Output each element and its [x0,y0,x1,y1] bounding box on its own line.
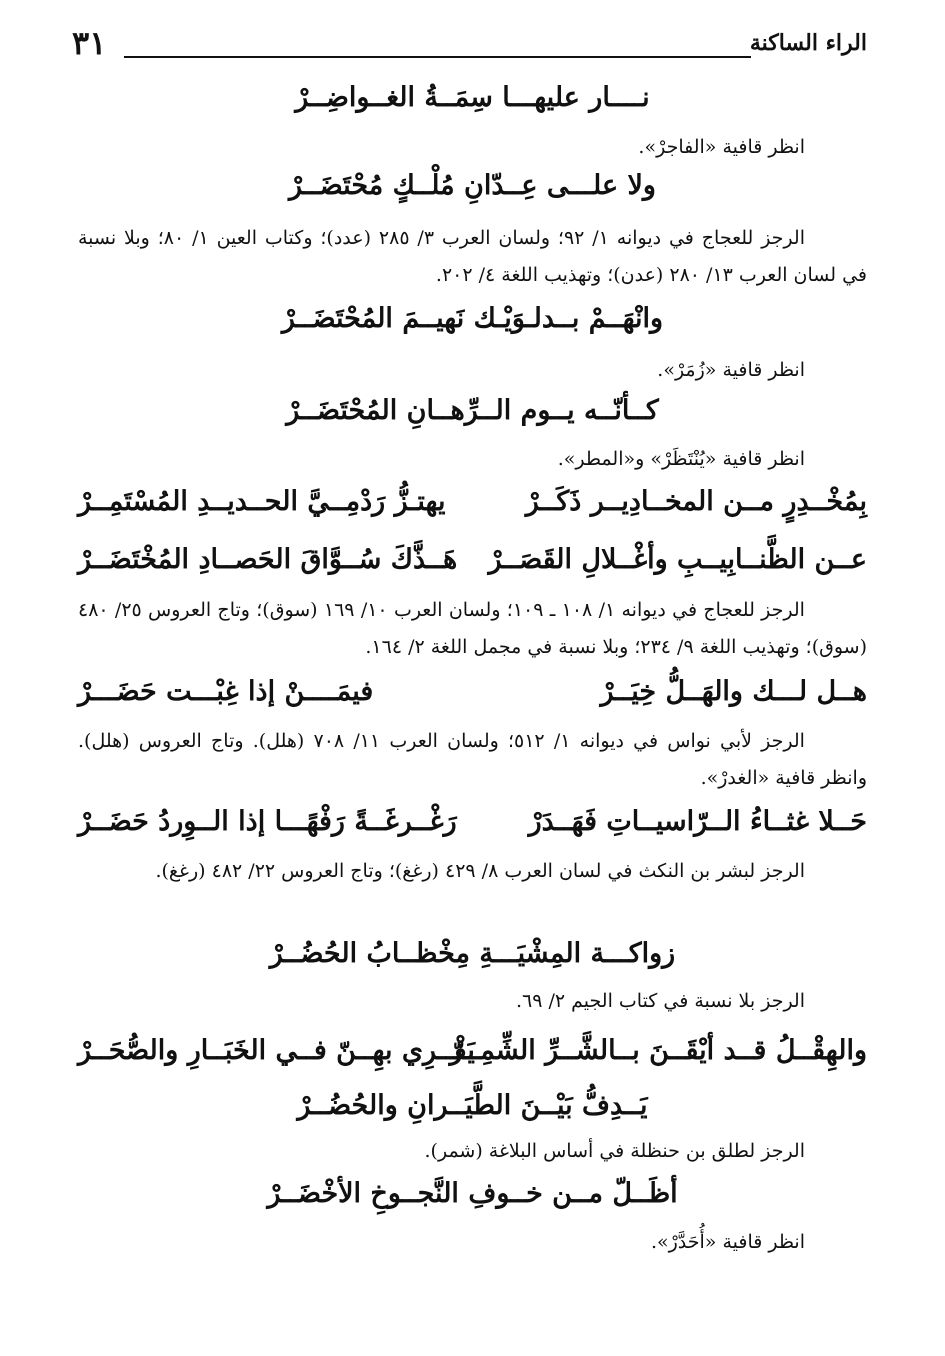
verse-line: نــــار عليهـــا سِمَــةُ الغــواضِــرْ [295,82,650,113]
hemistich-left: يَفْــرِي بهِــنّ فــي الخَبَــارِ والصُّحَــرْ [78,1035,475,1066]
cross-reference-note: انظر قافية «أُحَدَّرْ». [650,1231,805,1253]
source-note: الرجز للعجاج في ديوانه ١/ ٩٢؛ ولسان العرب ٣/ ٢٨٥ (عدد)؛ وكتاب العين ١/ ٨٠؛ وبلا نسبة في لسان العرب ١٣/ ٢٨٠ (عدن)؛ وتهذيب اللغة ٤/ ٢٠٢. [78,227,867,286]
verse-line: ولا علـــى عِــدّانِ مُلْــكٍ مُحْتَضَــرْ [289,170,656,201]
source-note: الرجز لبشر بن النكث في لسان العرب ٨/ ٤٢٩ (رغغ)؛ وتاج العروس ٢٢/ ٤٨٢ (رغغ). [155,860,805,882]
hemistich-right: عــن الظَّنــابِيــبِ وأغْــلالِ القَصَــرْ [488,544,867,575]
header-rule [124,56,751,58]
hemistich-right: بِمُخْــدِرٍ مــن المخــادِيــر ذَكَــرْ [525,486,867,517]
verse-line: زواكـــة المِشْيَـــةِ مِخْظــابُ الحُضُــرْ [269,938,676,969]
hemistich-right: هــل لـــك والهَــلُّ خِيَــرْ [600,676,867,707]
cross-reference-note: انظر قافية «زُمَرْ». [657,359,805,381]
verse-line: يَــدِفُّ بَيْــنَ الطَّيَــرانِ والحُضُــرْ [297,1090,648,1121]
cross-reference-note: انظر قافية «الفاجرْ». [638,136,805,158]
source-note: الرجز لطلق بن حنظلة في أساس البلاغة (شمر). [424,1140,805,1162]
verse-line: أظَــلّ مــن خــوفِ النَّجــوخِ الأخْضَــرْ [267,1178,678,1209]
verse-line: كــأنّــه يــوم الــرِّهــانِ المُحْتَضَــرْ [286,395,659,426]
page-number: ٣١ [72,24,107,62]
page-header [72,24,867,68]
hemistich-right: والهِقْــلُ قــد أيْقَــنَ بــالشَّــرِّ الشِّمِــرّ [449,1035,867,1066]
hemistich-right: حَــلا غثــاءُ الــرّاسيــاتِ فَهَــدَرْ [528,806,867,837]
running-title: الراء الساكنة [749,30,867,56]
source-note: الرجز للعجاج في ديوانه ١/ ١٠٨ ـ ١٠٩؛ ولسان العرب ١٠/ ١٦٩ (سوق)؛ وتاج العروس ٢٥/ ٤٨٠ (سوق)؛ وتهذيب اللغة ٩/ ٢٣٤؛ وبلا نسبة في مجمل اللغة ٢/ ١٦٤. [78,599,867,658]
cross-reference-note: انظر قافية «يُنْتَظَرْ» و«المطر». [557,448,805,470]
verse-line: وانْهَــمْ بــدلـوَيْـك نَهيــمَ المُحْتَضَــرْ [281,303,664,334]
source-note: الرجز بلا نسبة في كتاب الجيم ٢/ ٦٩. [515,990,805,1012]
hemistich-left: رَغْــرغَــةً رَفْهًـــا إذا الــوِردُ حَضَــرْ [78,806,457,837]
source-note: الرجز لأبي نواس في ديوانه ١/ ٥١٢؛ ولسان العرب ١١/ ٧٠٨ (هلل). وتاج العروس (هلل). وانظر قافية «الغدرْ». [78,730,867,789]
hemistich-left: فيمَــــنْ إذا غِبْـــت حَضَـــرْ [78,676,374,707]
hemistich-left: هَــذَّكَ سُــوَّاقَ الحَصــادِ المُخْتَضَــرْ [78,544,458,575]
hemistich-left: يهتـزُّ رَدْمِــيَّ الحــديــدِ المُسْتَمِــرْ [78,486,446,517]
